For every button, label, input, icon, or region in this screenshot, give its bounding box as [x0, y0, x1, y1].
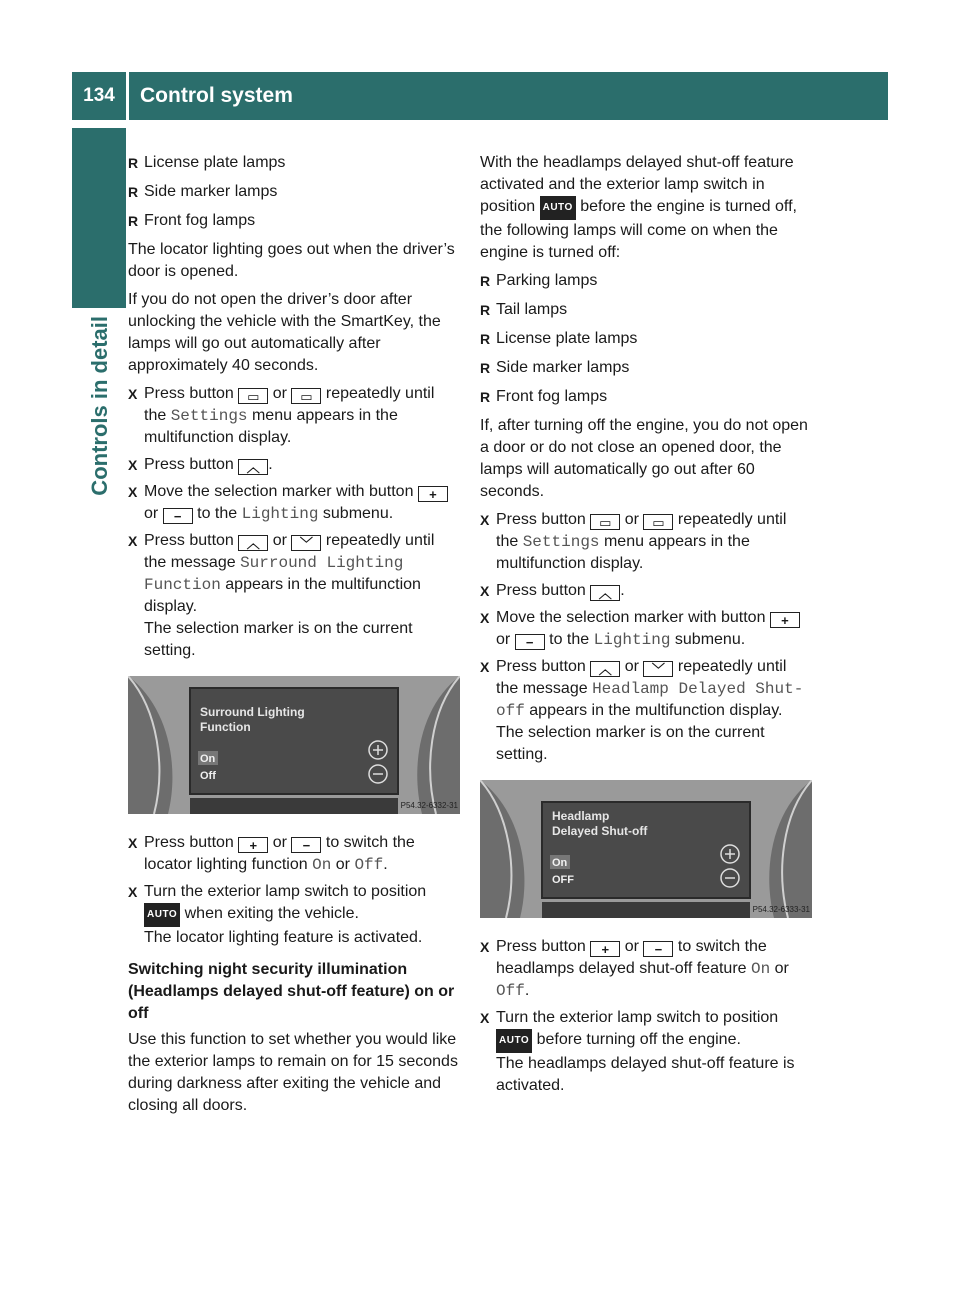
- up-key-icon: ︿: [238, 535, 268, 551]
- list-item: R Front fog lamps: [480, 386, 812, 408]
- side-tab: [72, 128, 126, 308]
- option-on: On: [200, 753, 216, 765]
- paragraph: If, after turning off the engine, you do not open a door or do not close an opened door, the lamps will automatically go out after 60 seconds.: [480, 417, 808, 500]
- plus-key-icon: +: [238, 837, 268, 853]
- auto-switch-icon: AUTO: [496, 1029, 532, 1053]
- step: X Move the selection marker with button + or − to the Lighting submenu.: [128, 481, 460, 525]
- left-column: [128, 152, 460, 1123]
- right-column: [480, 152, 812, 1102]
- step: X Press button + or − to switch the locator lighting function On or Off.: [128, 832, 460, 876]
- list-item: R License plate lamps: [480, 328, 812, 350]
- display-photo: [128, 676, 460, 814]
- display-line-1: Surround Lighting: [200, 705, 305, 719]
- figure-code: P54.32-6332-31: [400, 801, 458, 810]
- step: X Press button + or − to switch the headlamps delayed shut-off feature On or Off.: [480, 936, 812, 1002]
- list-item: R Tail lamps: [480, 299, 812, 321]
- paragraph: With the headlamps delayed shut-off feature activated and the exterior lamp switch in position AUTO before the engine is turned off, the following lamps will come on when the engine is turned off:: [480, 154, 797, 261]
- list-item: R Side marker lamps: [128, 181, 460, 203]
- step: X Turn the exterior lamp switch to position AUTO before turning off the engine. The headlamps delayed shut-off feature is activated.: [480, 1007, 812, 1097]
- page-title: Control system: [140, 84, 293, 107]
- step: X Press button ▭ or ▭ repeatedly until the Settings menu appears in the multifunction display.: [128, 383, 460, 449]
- section-heading: Switching night security illumination (Headlamps delayed shut-off feature) on or off: [128, 961, 455, 1022]
- step: X Press button ▭ or ▭ repeatedly until the Settings menu appears in the multifunction display.: [480, 509, 812, 575]
- paragraph: If you do not open the driver’s door after unlocking the vehicle with the SmartKey, the lamps will go out automatically after approximately 40 seconds.: [128, 291, 441, 374]
- minus-key-icon: −: [643, 941, 673, 957]
- down-key-icon: ﹀: [291, 535, 321, 551]
- auto-switch-icon: AUTO: [144, 903, 180, 927]
- step: X Turn the exterior lamp switch to position AUTO when exiting the vehicle. The locator lighting feature is activated.: [128, 881, 460, 949]
- list-item: R Front fog lamps: [128, 210, 460, 232]
- display-left-key-icon: ▭: [238, 388, 268, 404]
- list-item: R Side marker lamps: [480, 357, 812, 379]
- plus-key-icon: +: [770, 612, 800, 628]
- step: X Press button ︿ or ﹀ repeatedly until the message Surround Lighting Function appears in the multifunction display. The selection marker is on the current setting.: [128, 530, 460, 662]
- option-off: Off: [200, 770, 216, 782]
- up-key-icon: ︿: [590, 661, 620, 677]
- auto-switch-icon: AUTO: [540, 196, 576, 220]
- figure-code: P54.32-6333-31: [752, 905, 810, 914]
- display-right-key-icon: ▭: [643, 514, 673, 530]
- option-off: OFF: [552, 874, 574, 886]
- display-left-key-icon: ▭: [590, 514, 620, 530]
- page-number: 134: [83, 85, 115, 106]
- up-key-icon: ︿: [590, 585, 620, 601]
- minus-key-icon: −: [515, 634, 545, 650]
- list-item: R License plate lamps: [128, 152, 460, 174]
- minus-key-icon: −: [291, 837, 321, 853]
- up-key-icon: ︿: [238, 459, 268, 475]
- option-on: On: [552, 857, 568, 869]
- display-photo: [480, 780, 812, 918]
- plus-key-icon: +: [418, 486, 448, 502]
- display-line-2: Function: [200, 720, 251, 734]
- step: X Move the selection marker with button + or − to the Lighting submenu.: [480, 607, 812, 651]
- side-label: Controls in detail: [87, 316, 112, 496]
- list-item: R Parking lamps: [480, 270, 812, 292]
- down-key-icon: ﹀: [643, 661, 673, 677]
- display-line-2: Delayed Shut-off: [552, 824, 648, 838]
- step: X Press button ︿ or ﹀ repeatedly until the message Headlamp Delayed Shut-off appears in the multifunction display. The selection marker is on the current setting.: [480, 656, 812, 766]
- step: X Press button ︿ .: [128, 454, 460, 476]
- header-separator: [126, 72, 129, 120]
- paragraph: Use this function to set whether you would like the exterior lamps to remain on for 15 seconds during darkness after exiting the vehicle and closing all doors.: [128, 1031, 458, 1114]
- display-line-1: Headlamp: [552, 809, 610, 823]
- display-right-key-icon: ▭: [291, 388, 321, 404]
- step: X Press button ︿ .: [480, 580, 812, 602]
- paragraph: The locator lighting goes out when the driver’s door is opened.: [128, 241, 455, 280]
- plus-key-icon: +: [590, 941, 620, 957]
- minus-key-icon: −: [163, 508, 193, 524]
